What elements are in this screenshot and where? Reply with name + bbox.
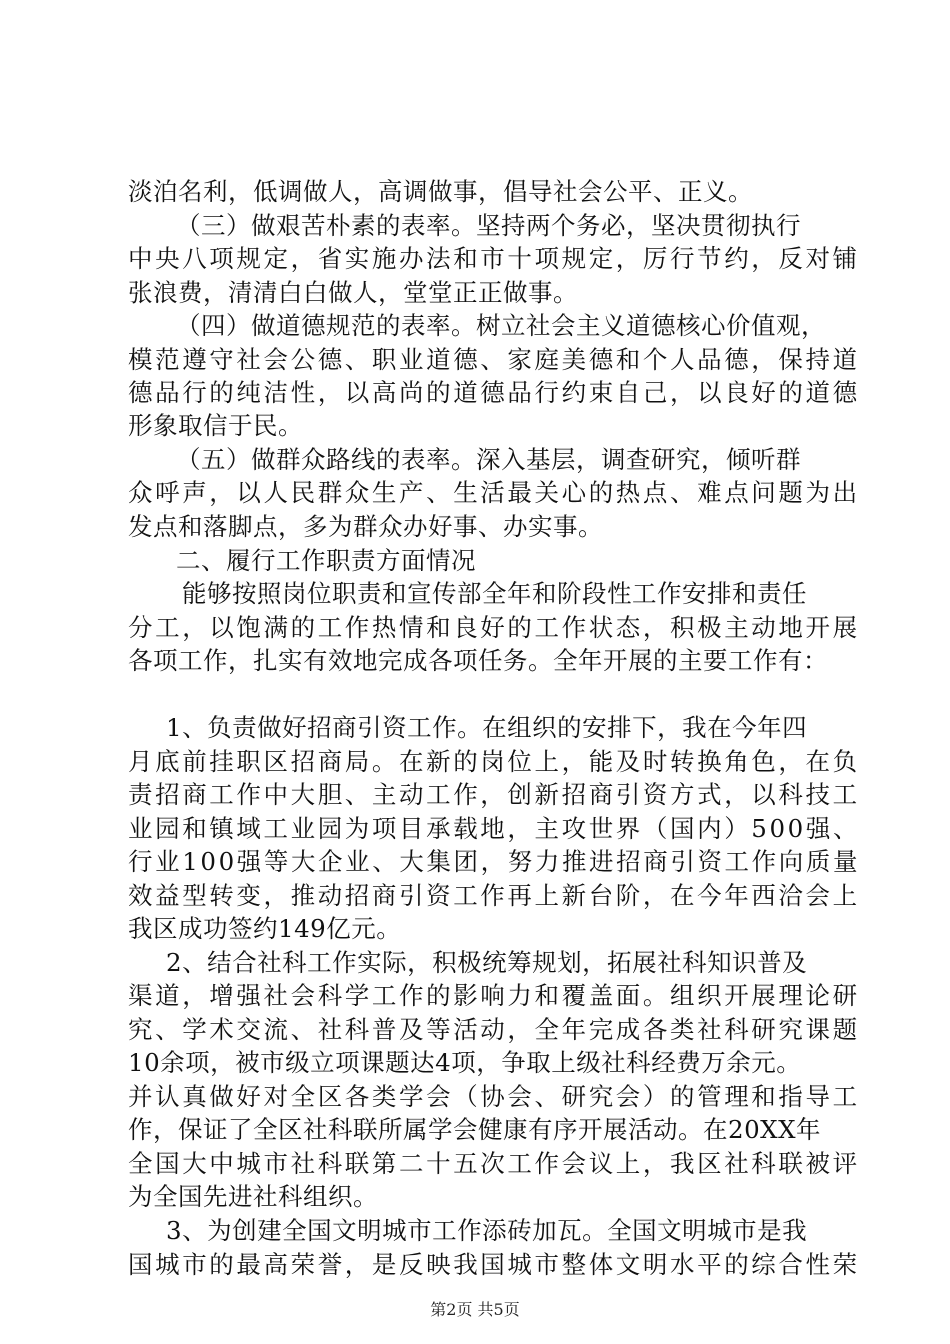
paragraph-line: 分工，以饱满的工作热情和良好的工作状态，积极主动地开展 bbox=[128, 613, 860, 642]
paragraph-line: 国城市的最高荣誉，是反映我国城市整体文明水平的综合性荣 bbox=[128, 1250, 860, 1279]
paragraph-line: 模范遵守社会公德、职业道德、家庭美德和个人品德，保持道 bbox=[128, 345, 860, 374]
paragraph-line: （三）做艰苦朴素的表率。坚持两个务必，坚决贯彻执行 bbox=[176, 211, 801, 240]
paragraph-line: 效益型转变，推动招商引资工作再上新台阶，在今年西洽会上 bbox=[128, 881, 860, 910]
page-number-footer: 第2页 共5页 bbox=[430, 1300, 520, 1319]
paragraph-line: 全国大中城市社科联第二十五次工作会议上，我区社科联被评 bbox=[128, 1149, 860, 1178]
paragraph-line: 发点和落脚点，多为群众办好事、办实事。 bbox=[128, 512, 603, 541]
paragraph-line: 淡泊名利，低调做人，高调做事，倡导社会公平、正义。 bbox=[128, 177, 753, 206]
paragraph-line: 张浪费，清清白白做人，堂堂正正做事。 bbox=[128, 278, 578, 307]
paragraph-line: （五）做群众路线的表率。深入基层，调查研究，倾听群 bbox=[176, 445, 801, 474]
paragraph-line: 2、结合社科工作实际，积极统筹规划，拓展社科知识普及 bbox=[166, 948, 808, 977]
paragraph-line: 月底前挂职区招商局。在新的岗位上，能及时转换角色，在负 bbox=[128, 747, 860, 776]
paragraph-line: 并认真做好对全区各类学会（协会、研究会）的管理和指导工 bbox=[128, 1082, 860, 1111]
paragraph-line: 渠道，增强社会科学工作的影响力和覆盖面。组织开展理论研 bbox=[128, 981, 860, 1010]
paragraph-line: 为全国先进社科组织。 bbox=[128, 1182, 378, 1211]
paragraph-line: （四）做道德规范的表率。树立社会主义道德核心价值观， bbox=[176, 311, 826, 340]
paragraph-line: 行业100强等大企业、大集团，努力推进招商引资工作向质量 bbox=[128, 847, 861, 876]
paragraph-line: 责招商工作中大胆、主动工作，创新招商引资方式，以科技工 bbox=[128, 780, 860, 809]
section-heading: 二、履行工作职责方面情况 bbox=[176, 546, 476, 575]
paragraph-line: 3、为创建全国文明城市工作添砖加瓦。全国文明城市是我 bbox=[166, 1216, 808, 1245]
paragraph-line: 能够按照岗位职责和宣传部全年和阶段性工作安排和责任 bbox=[182, 579, 807, 608]
paragraph-line: 究、学术交流、社科普及等活动，全年完成各类社科研究课题 bbox=[128, 1015, 860, 1044]
paragraph-line: 众呼声，以人民群众生产、生活最关心的热点、难点问题为出 bbox=[128, 478, 860, 507]
paragraph-line: 各项工作，扎实有效地完成各项任务。全年开展的主要工作有： bbox=[128, 646, 828, 675]
paragraph-line: 中央八项规定，省实施办法和市十项规定，厉行节约，反对铺 bbox=[128, 244, 860, 273]
paragraph-line: 形象取信于民。 bbox=[128, 411, 303, 440]
paragraph-line: 10余项，被市级立项课题达4项，争取上级社科经费万余元。 bbox=[128, 1048, 802, 1077]
paragraph-line: 我区成功签约149亿元。 bbox=[128, 914, 402, 943]
paragraph-line: 1、负责做好招商引资工作。在组织的安排下，我在今年四 bbox=[166, 713, 808, 742]
paragraph-line: 作，保证了全区社科联所属学会健康有序开展活动。在20XX年 bbox=[128, 1115, 822, 1144]
paragraph-line: 德品行的纯洁性，以高尚的道德品行约束自己，以良好的道德 bbox=[128, 378, 860, 407]
paragraph-line: 业园和镇域工业园为项目承载地，主攻世界（国内）500强、 bbox=[128, 814, 861, 843]
